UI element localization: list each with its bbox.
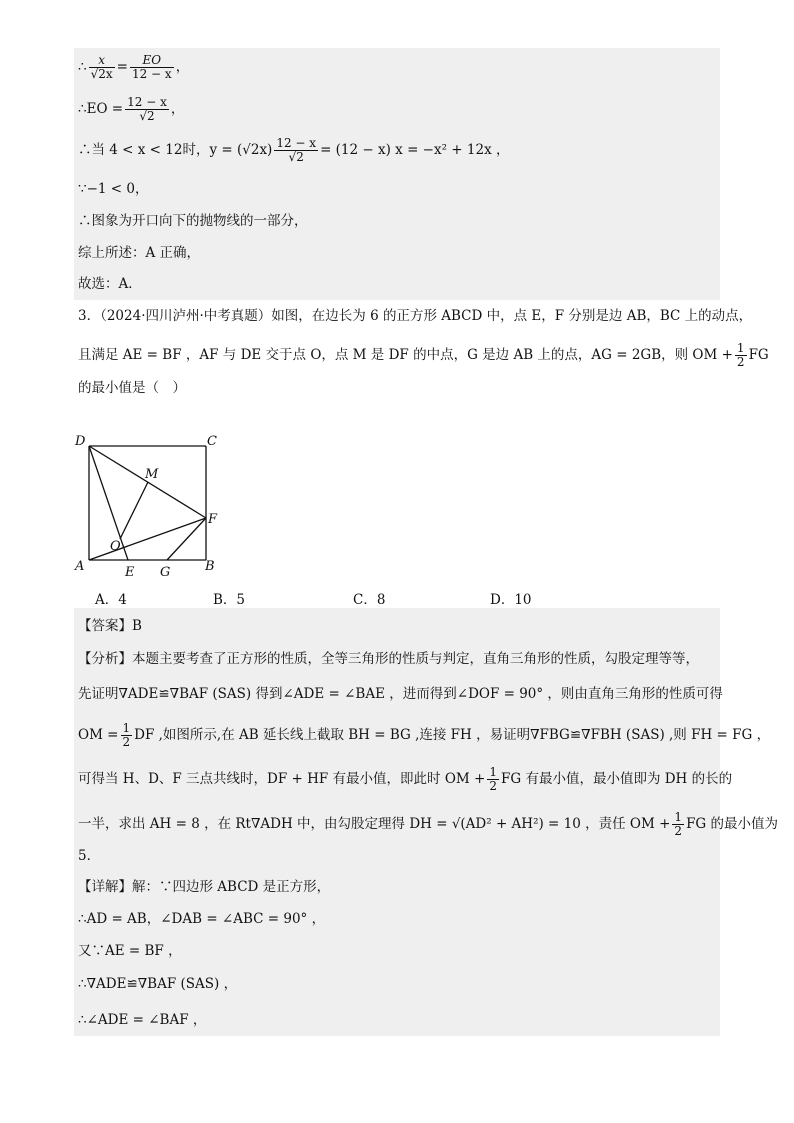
analysis-line-2: 先证明∇ADE≌∇BAF (SAS) 得到∠ADE = ∠BAE ，进而得到∠DOF = 90° ，则由直角三角形的性质可得 [78,686,723,702]
fraction [735,342,747,369]
eq-line-7: 故选：A． [78,276,142,292]
text: = (12 − x) x = −x² + 12x ， [320,142,510,158]
fraction [121,722,133,749]
label-d: D [75,434,86,449]
label-o: O [110,539,121,554]
fraction-numerator: 12 − x [276,136,317,150]
fraction-denominator: 2 [489,779,497,793]
fraction-denominator: √2 [139,109,155,123]
analysis-line-4 [78,766,732,793]
eq-line-1: ∴ $\frac{x}{√2x}$ = $\frac{EO}{12 - x}$ ， [78,53,190,81]
fraction [125,96,169,123]
band-7 [74,268,720,300]
text: 可得当 H、D、F 三点共线时，DF + HF 有最小值，即此时 OM + [78,771,486,787]
text: FG 有最小值，最小值即为 DH 的长的 [501,771,733,787]
question-line-3: 的最小值是（ ） [78,380,186,396]
fraction [487,766,499,793]
label-c: C [207,434,217,449]
detail-line-2: ∴AD = AB，∠DAB = ∠ABC = 90° ， [78,911,326,927]
fraction [89,54,115,81]
label-b: B [205,559,215,574]
text: ∴EO = [78,101,124,117]
segment-af [89,518,206,560]
text: 且满足 AE = BF ，AF 与 DE 交于点 O，点 M 是 DF 的中点，G 是边 AB 上的点，AG = 2GB，则 OM + [78,347,733,363]
text: OM = [78,727,119,743]
fraction-numerator: 1 [122,721,131,735]
geometry-figure [70,430,270,580]
answer-label: 【答案】B [78,618,142,634]
eq-line-3 [78,137,510,164]
analysis-line-3 [78,722,770,749]
label-e: E [125,565,135,580]
segment-om [120,482,148,539]
segment-de [89,446,128,560]
eq-line-2 [78,96,184,123]
choice-b: B．5 [213,592,246,608]
fraction-numerator: 1 [489,765,497,779]
fraction-denominator: 2 [122,735,131,749]
analysis-line-5 [78,811,778,838]
eq-line-4: ∵−1 < 0， [78,181,149,197]
segment-fg [167,518,206,560]
text: FG 的最小值为 [686,816,779,832]
fraction-denominator: 2 [674,824,683,838]
text: ， [175,59,190,75]
fraction-denominator: √2x [90,67,113,81]
fraction [274,137,318,164]
analysis-line-1: 【分析】本题主要考查了正方形的性质，全等三角形的性质与判定，直角三角形的性质，勾股定理等等， [78,651,699,667]
band-4 [74,172,720,204]
label-m: M [145,467,159,482]
detail-line-3: 又∵AE = BF ， [78,943,182,959]
fraction-denominator: √2 [288,150,304,164]
fraction-numerator: 1 [736,341,745,355]
text: FG [748,347,769,363]
detail-line-4: ∴∇ADE≌∇BAF (SAS) ， [78,976,238,992]
fraction [672,811,684,838]
text: ∴当 4 < x < 12时， [78,142,210,158]
band-8 [74,608,720,640]
question-line-1: 3．（2024·四川泸州·中考真题）如图，在边长为 6 的正方形 ABCD 中，点 E，F 分别是边 AB，BC 上的动点， [78,308,753,324]
fraction-numerator: EO [130,54,174,68]
text: ， [170,101,185,117]
fraction [130,54,174,81]
text: 一半，求出 AH = 8 ，在 Rt∇ADH 中，由勾股定理得 DH = √(AD² + AH²) = 10 ，责任 OM + [78,816,671,832]
label-a: A [75,559,85,574]
choice-d: D．10 [490,592,532,608]
label-g: G [160,565,171,580]
fraction-denominator: 2 [736,355,745,369]
fraction-denominator: 12 − x [131,67,172,81]
text: DF ,如图所示,在 AB 延长线上截取 BH = BG ,连接 FH ，易证明∇FBG≌∇FBH (SAS) ,则 FH = FG ， [134,727,771,743]
text: y = (√2x) [209,142,273,158]
detail-line-5: ∴∠ADE = ∠BAF ， [78,1012,207,1028]
detail-line-1: 【详解】解：∵四边形 ABCD 是正方形， [78,879,331,895]
fraction-numerator: 12 − x [127,95,167,109]
fraction-numerator: x [89,54,115,68]
eq-line-6: 综上所述：A 正确， [78,245,201,261]
fraction-numerator: 1 [674,810,683,824]
eq-line-5: ∴图象为开口向下的抛物线的一部分， [78,213,308,229]
analysis-line-6: 5． [78,848,101,864]
label-f: F [208,512,218,527]
choice-a: A．4 [95,592,127,608]
question-line-2 [78,342,769,369]
choice-c: C．8 [353,592,386,608]
